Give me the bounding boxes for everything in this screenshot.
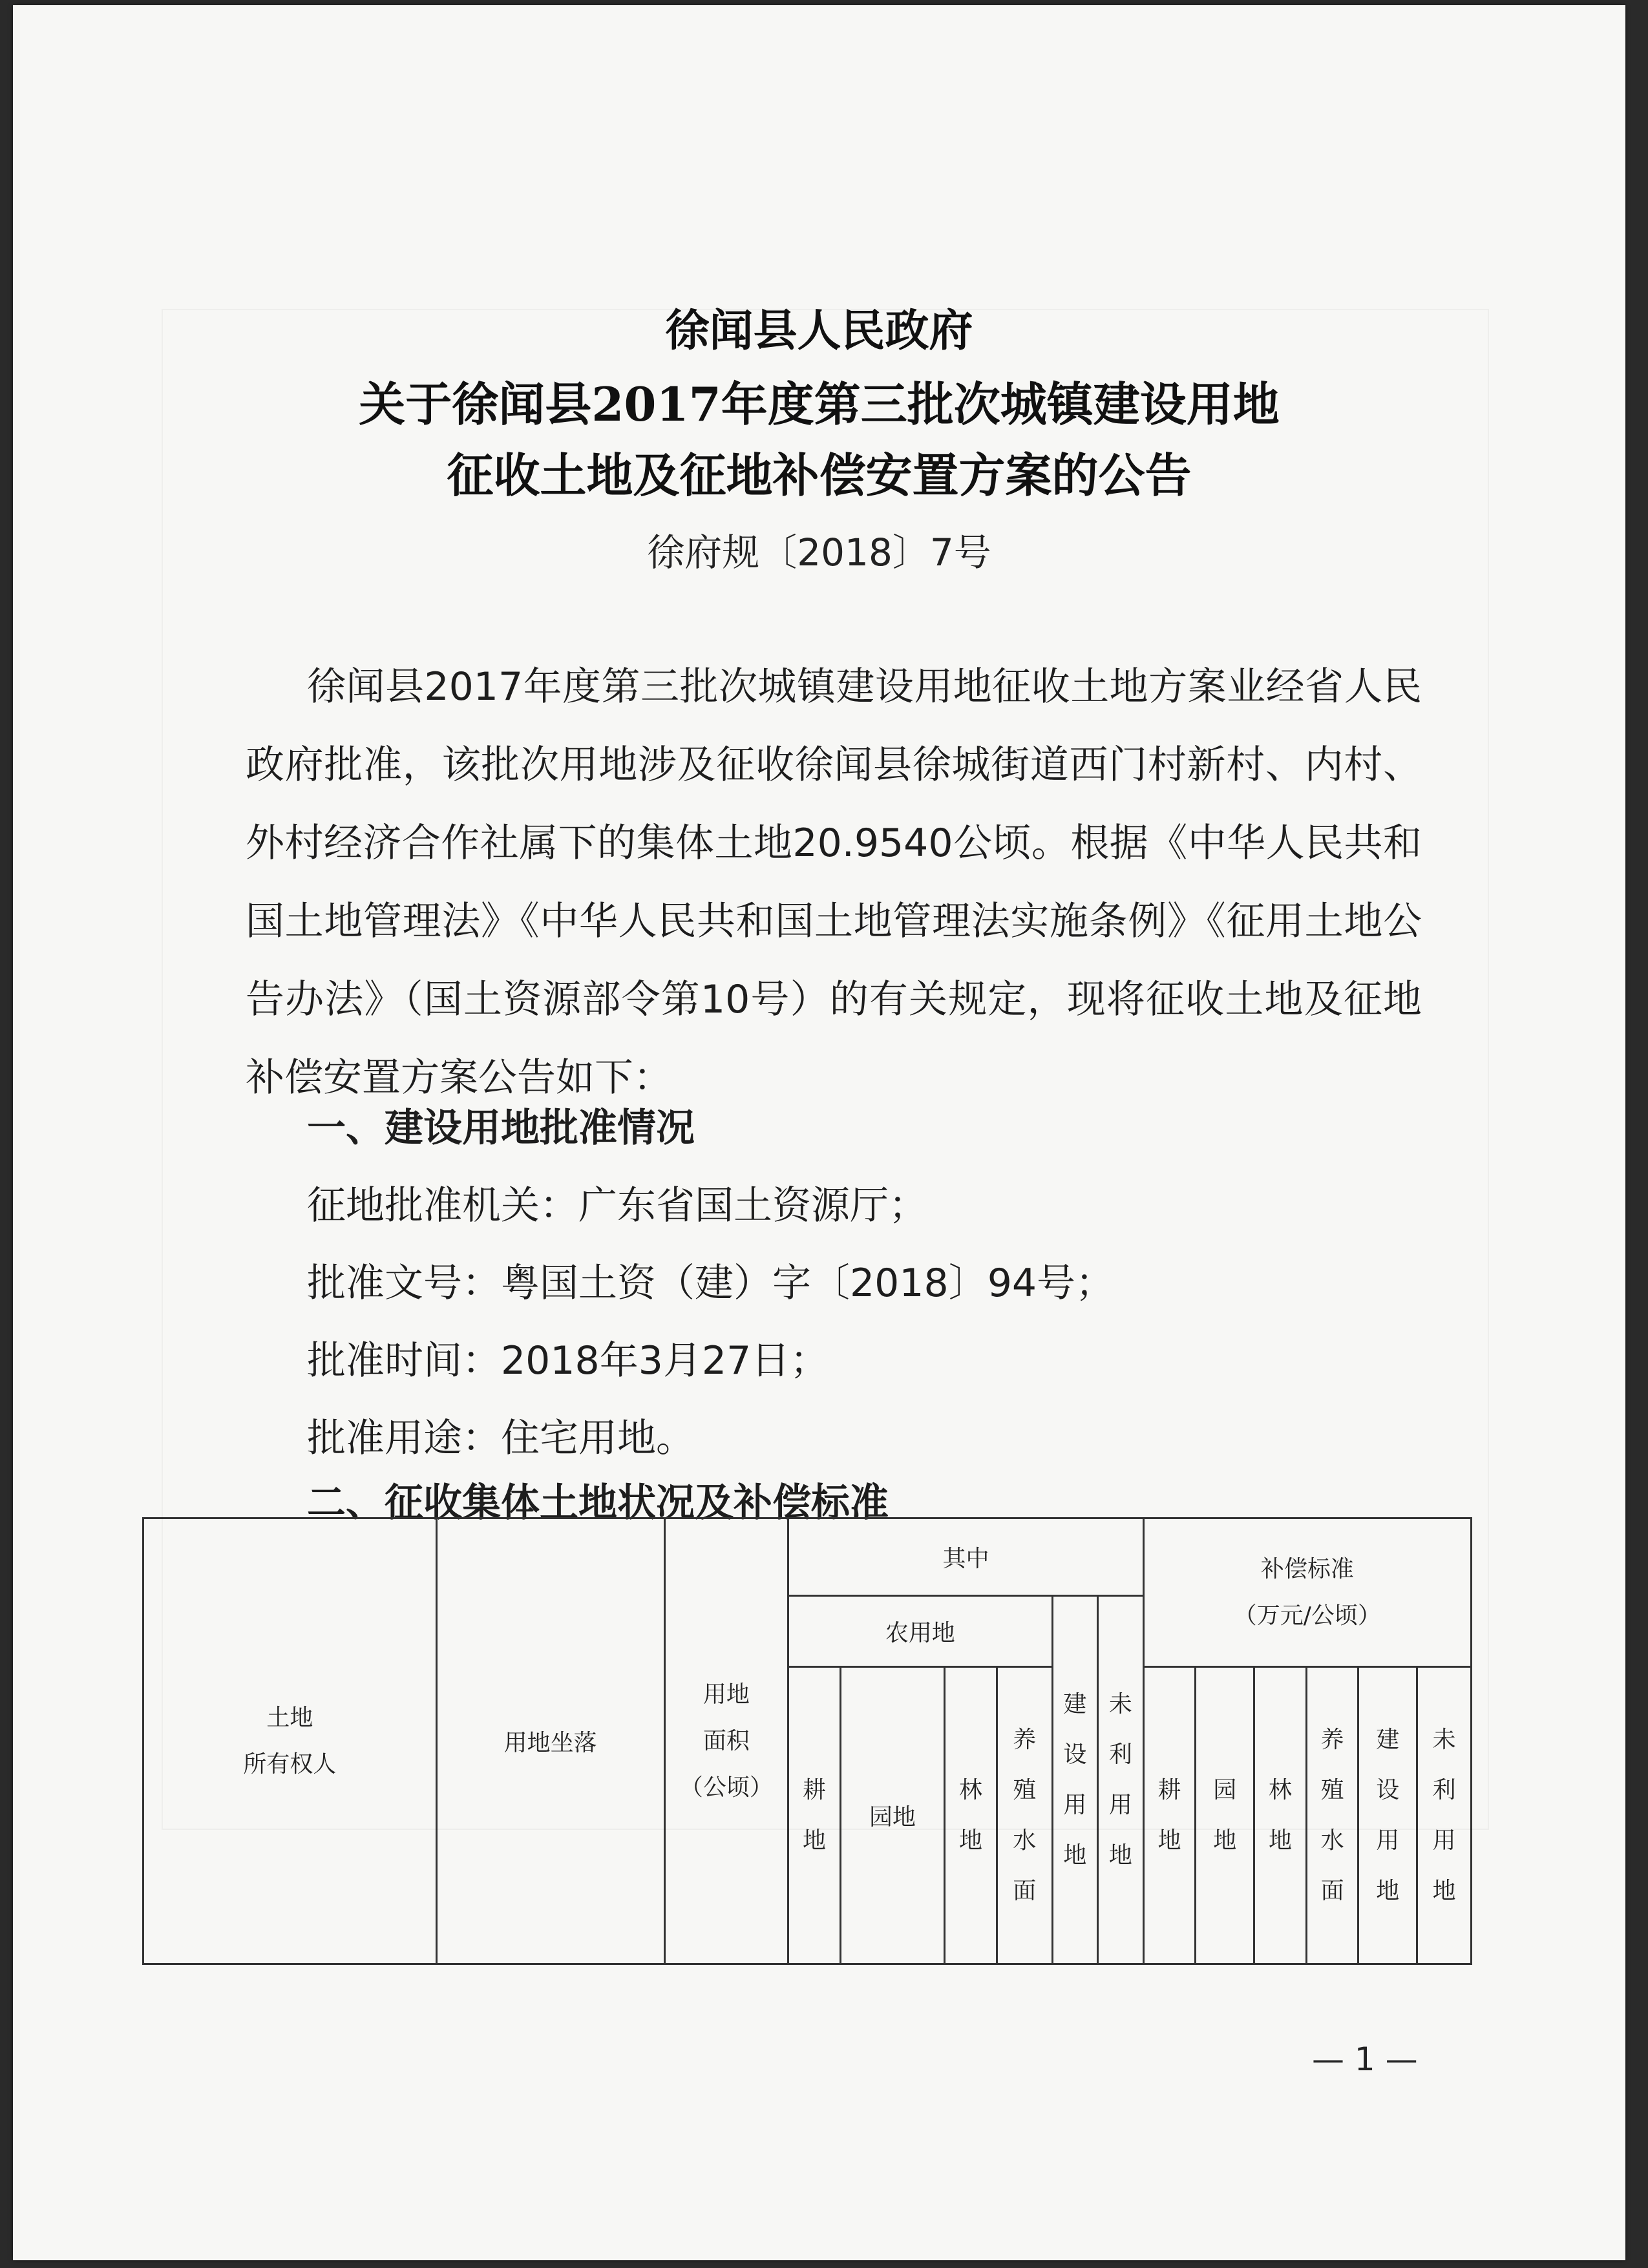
comp-aquaculture-header: 养 殖 水 面 (1306, 1667, 1358, 1964)
section1-heading: 一、建设用地批准情况 (307, 1106, 695, 1151)
owner-header: 土地 所有权人 (143, 1518, 437, 1964)
page-number: — 1 — (1312, 2041, 1418, 2078)
section2-heading: 二、征收集体土地状况及补偿标准 (307, 1480, 889, 1526)
unused-land-header: 未 利 用 地 (1098, 1596, 1144, 1964)
land-compensation-table (142, 1517, 1472, 1965)
location-header: 用地坐落 (436, 1518, 664, 1964)
compensation-standard-header: 补偿标准 （万元/公顷） (1143, 1518, 1471, 1667)
comp-unused-header: 未 利 用 地 (1417, 1667, 1472, 1964)
approval-authority: 征地批准机关：广东省国土资源厅； (307, 1183, 927, 1228)
approval-purpose: 批准用途：住宅用地。 (307, 1416, 695, 1461)
comp-forest-header: 林 地 (1254, 1667, 1307, 1964)
notice-title-line2: 征收土地及征地补偿安置方案的公告 (447, 448, 1192, 503)
intro-paragraph: 徐闻县2017年度第三批次城镇建设用地征收土地方案业经省人民政府批准，该批次用地涉及征收徐闻县徐城街道西门村新村、内村、外村经济合作社属下的集体土地20.9540公顷。根据《中华人民共和国土地管理法》《中华人民共和国土地管理法实施条例》《征用土地公告办法》（国土资源部令第10号）的有关规定，现将征收土地及征地补偿安置方案公告如下： (246, 664, 1422, 1100)
forest-header: 林 地 (945, 1667, 997, 1964)
document-page (13, 5, 1625, 2260)
comp-garden-header: 园 地 (1196, 1667, 1254, 1964)
issuer-name: 徐闻县人民政府 (665, 305, 973, 357)
notice-title-line1: 关于徐闻县2017年度第三批次城镇建设用地 (359, 377, 1280, 432)
aquaculture-header: 养 殖 水 面 (997, 1667, 1052, 1964)
comp-construction-header: 建 设 用 地 (1358, 1667, 1417, 1964)
area-header: 用地 面积 （公顷） (664, 1518, 788, 1964)
comp-cultivated-header: 耕 地 (1143, 1667, 1196, 1964)
document-number: 徐府规〔2018〕7号 (647, 530, 991, 574)
approval-date: 批准时间：2018年3月27日； (307, 1338, 829, 1383)
among-header: 其中 (788, 1518, 1144, 1596)
farmland-header: 农用地 (788, 1596, 1052, 1667)
garden-header: 园地 (840, 1667, 944, 1964)
construction-land-header: 建 设 用 地 (1052, 1596, 1098, 1964)
approval-doc-number: 批准文号：粤国土资（建）字〔2018〕94号； (307, 1261, 1115, 1306)
cultivated-header: 耕 地 (788, 1667, 841, 1964)
